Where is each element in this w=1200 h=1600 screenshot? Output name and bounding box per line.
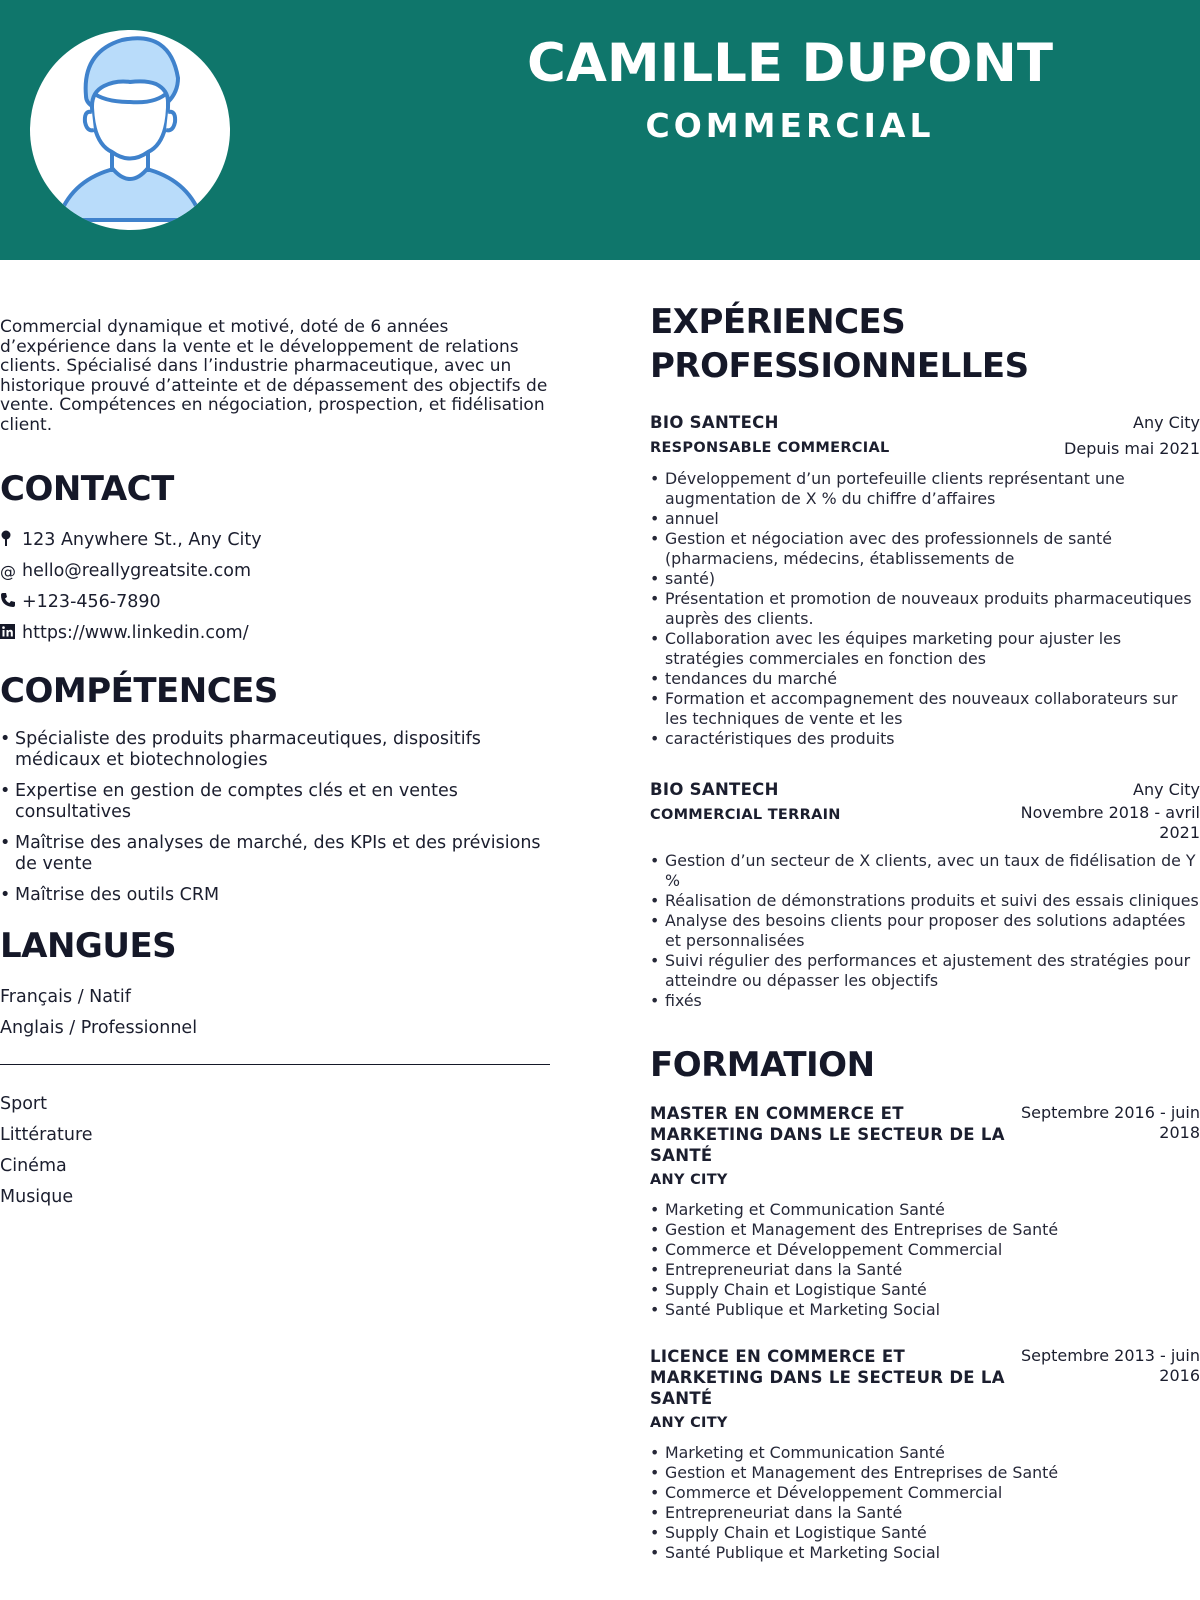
job-company: BIO SANTECH [650,780,779,799]
job-bullet: • Réalisation de démonstrations produits et suivi des essais cliniques [650,891,1200,911]
contact-email[interactable] [0,556,550,587]
education-dates: Septembre 2016 - juin 2018 [1020,1103,1200,1142]
job-company: BIO SANTECH [650,413,779,432]
job-bullet: • santé) [650,569,1200,589]
job-dates: Novembre 2018 - avril 2021 [1020,803,1200,842]
education-bullet: • Supply Chain et Logistique Santé [650,1280,1200,1300]
phone-icon [0,587,20,618]
skill-item: • Expertise en gestion de comptes clés et en ventes consultatives [0,781,550,823]
education-bullet: • Santé Publique et Marketing Social [650,1543,1200,1563]
job-bullet: • Suivi régulier des performances et ajustement des stratégies pour atteindre ou dépasser les objectifs [650,951,1200,991]
education-dates: Septembre 2013 - juin 2016 [1020,1346,1200,1385]
education-bullet: • Commerce et Développement Commercial [650,1483,1200,1503]
education-bullet: • Gestion et Management des Entreprises de Santé [650,1220,1200,1240]
education-bullet: • Marketing et Communication Santé [650,1200,1200,1220]
skill-item: • Maîtrise des analyses de marché, des KPIs et des prévisions de vente [0,833,550,875]
email-at-icon: @ [0,562,16,581]
location-pin-icon [0,525,20,556]
user-avatar-icon [30,30,230,230]
job-location: Any City [1133,413,1200,432]
education-bullet: • Entrepreneuriat dans la Santé [650,1503,1200,1523]
education-bullet: • Entrepreneuriat dans la Santé [650,1260,1200,1280]
job-entry [650,410,1200,749]
experience-heading-line2: PROFESSIONNELLES [650,346,1029,386]
contact-address [0,525,550,556]
experience-heading-line1: EXPÉRIENCES [650,302,906,342]
profile-summary: Commercial dynamique et motivé, doté de 6 années d’expérience dans la vente et le développement de relations clients. Spécialisé dans l’industrie pharmaceutique, avec un historique prouvé d’atteinte et de dépassement des objectifs de vente. Compétences en négociation, prospection, et fidélisation client. [0,317,548,435]
contact-heading: CONTACT [0,469,174,509]
education-heading: FORMATION [650,1045,875,1085]
education-entry [650,1103,1200,1320]
job-bullet: • Présentation et promotion de nouveaux produits pharmaceutiques auprès des clients. [650,589,1200,629]
skills-list [0,729,550,906]
contact-list [0,525,550,649]
education-bullet: • Supply Chain et Logistique Santé [650,1523,1200,1543]
experience-heading [650,300,1200,388]
job-bullet: • annuel [650,509,1200,529]
skill-item: • Spécialiste des produits pharmaceutiques, dispositifs médicaux et biotechnologies [0,729,550,771]
contact-address-text: 123 Anywhere St., Any City [22,530,262,550]
left-column [0,318,550,1213]
education-bullet: • Commerce et Développement Commercial [650,1240,1200,1260]
job-bullet: • Gestion et négociation avec des professionnels de santé (pharmaciens, médecins, établissements de [650,529,1200,569]
contact-linkedin-text[interactable]: https://www.linkedin.com/ [22,623,249,643]
right-column [650,300,1200,1563]
job-entry [650,777,1200,1011]
education-school: ANY CITY [650,1415,728,1431]
job-bullet: • Gestion d’un secteur de X clients, avec un taux de fidélisation de Y % [650,851,1200,891]
job-position: RESPONSABLE COMMERCIAL [650,440,890,456]
interest-item: Cinéma [0,1156,67,1176]
languages-list [0,982,550,1044]
job-bullet: • fixés [650,991,1200,1011]
contact-phone-text[interactable]: +123-456-7890 [22,592,161,612]
education-degree: LICENCE EN COMMERCE ET MARKETING DANS LE SECTEUR DE LA SANTÉ [650,1347,1005,1408]
education-bullets [650,1200,1200,1320]
skill-item: • Maîtrise des outils CRM [0,885,550,906]
education-bullets [650,1443,1200,1563]
job-bullet: • Collaboration avec les équipes marketing pour ajuster les stratégies commerciales en fonction des [650,629,1200,669]
education-bullet: • Santé Publique et Marketing Social [650,1300,1200,1320]
job-bullet: • caractéristiques des produits [650,729,1200,749]
job-bullet: • Développement d’un portefeuille clients représentant une augmentation de X % du chiffre d’affaires [650,469,1200,509]
skills-heading: COMPÉTENCES [0,671,278,711]
candidate-title: COMMERCIAL [645,106,935,145]
interest-item: Littérature [0,1125,93,1145]
interest-item: Musique [0,1187,74,1207]
language-item: Anglais / Professionnel [0,1018,198,1038]
languages-heading: LANGUES [0,926,177,966]
contact-phone[interactable] [0,587,550,618]
education-bullet: • Marketing et Communication Santé [650,1443,1200,1463]
education-entry [650,1346,1200,1563]
education-school: ANY CITY [650,1172,728,1188]
candidate-name: CAMILLE DUPONT [526,33,1053,94]
job-location: Any City [1133,780,1200,799]
language-item: Français / Natif [0,987,131,1007]
job-position: COMMERCIAL TERRAIN [650,807,841,823]
section-divider [0,1064,550,1065]
interests-list [0,1089,550,1213]
job-bullets [650,851,1200,1011]
job-bullet: • tendances du marché [650,669,1200,689]
contact-email-text[interactable]: hello@reallygreatsite.com [22,561,251,581]
education-degree: MASTER EN COMMERCE ET MARKETING DANS LE SECTEUR DE LA SANTÉ [650,1104,1005,1165]
job-bullets [650,469,1200,749]
job-dates: Depuis mai 2021 [1064,439,1200,458]
header-banner [0,0,1200,260]
interest-item: Sport [0,1094,47,1114]
job-bullet: • Analyse des besoins clients pour proposer des solutions adaptées et personnalisées [650,911,1200,951]
education-bullet: • Gestion et Management des Entreprises de Santé [650,1463,1200,1483]
job-bullet: • Formation et accompagnement des nouveaux collaborateurs sur les techniques de vente et les [650,689,1200,729]
contact-linkedin[interactable] [0,618,550,649]
linkedin-icon [0,618,20,649]
